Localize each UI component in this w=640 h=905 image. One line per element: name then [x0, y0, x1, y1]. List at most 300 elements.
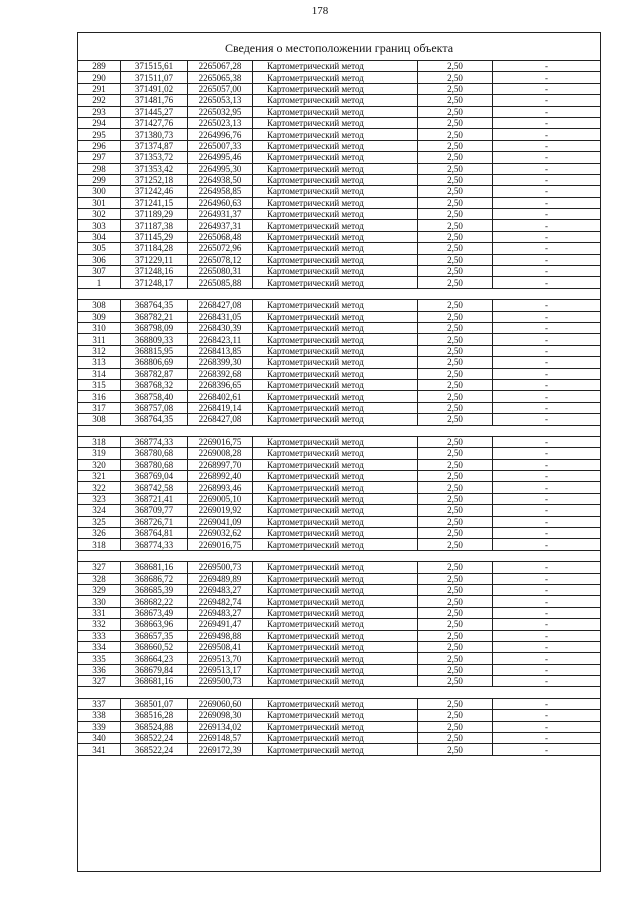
- y-coordinate-cell: 2269148,57: [188, 733, 253, 744]
- method-cell: Картометрический метод: [253, 209, 418, 220]
- method-cell: Картометрический метод: [253, 414, 418, 425]
- x-coordinate-cell: 371353,72: [121, 152, 188, 163]
- point-number-cell: 306: [78, 254, 121, 265]
- y-coordinate-cell: 2265068,48: [188, 231, 253, 242]
- y-coordinate-cell: 2269500,73: [188, 562, 253, 573]
- coordinates-table: [77, 60, 601, 756]
- description-cell: -: [493, 174, 601, 185]
- accuracy-cell: 2,50: [418, 95, 493, 106]
- x-coordinate-cell: 368522,24: [121, 744, 188, 755]
- point-number-cell: 308: [78, 414, 121, 425]
- table-row: [78, 277, 601, 288]
- table-row: [78, 368, 601, 379]
- method-cell: Картометрический метод: [253, 482, 418, 493]
- description-cell: -: [493, 562, 601, 573]
- point-number-cell: 331: [78, 607, 121, 618]
- method-cell: Картометрический метод: [253, 471, 418, 482]
- table-row: [78, 493, 601, 504]
- accuracy-cell: 2,50: [418, 539, 493, 550]
- x-coordinate-cell: 371187,38: [121, 220, 188, 231]
- accuracy-cell: 2,50: [418, 391, 493, 402]
- point-number-cell: 297: [78, 152, 121, 163]
- table-row: [78, 676, 601, 687]
- method-cell: Картометрический метод: [253, 300, 418, 311]
- description-cell: -: [493, 698, 601, 709]
- separator-cell: [78, 288, 601, 299]
- point-number-cell: 341: [78, 744, 121, 755]
- method-cell: Картометрический метод: [253, 641, 418, 652]
- point-number-cell: 300: [78, 186, 121, 197]
- accuracy-cell: 2,50: [418, 106, 493, 117]
- x-coordinate-cell: 371145,29: [121, 231, 188, 242]
- y-coordinate-cell: 2265080,31: [188, 266, 253, 277]
- accuracy-cell: 2,50: [418, 619, 493, 630]
- point-number-cell: 311: [78, 334, 121, 345]
- point-number-cell: 320: [78, 459, 121, 470]
- description-cell: -: [493, 459, 601, 470]
- y-coordinate-cell: 2269489,89: [188, 573, 253, 584]
- accuracy-cell: 2,50: [418, 83, 493, 94]
- accuracy-cell: 2,50: [418, 414, 493, 425]
- table-row: [78, 744, 601, 755]
- y-coordinate-cell: 2269498,88: [188, 630, 253, 641]
- description-cell: -: [493, 448, 601, 459]
- accuracy-cell: 2,50: [418, 698, 493, 709]
- x-coordinate-cell: 368726,71: [121, 516, 188, 527]
- method-cell: Картометрический метод: [253, 117, 418, 128]
- y-coordinate-cell: 2268402,61: [188, 391, 253, 402]
- table-row: [78, 698, 601, 709]
- accuracy-cell: 2,50: [418, 357, 493, 368]
- description-cell: -: [493, 186, 601, 197]
- y-coordinate-cell: 2269483,27: [188, 607, 253, 618]
- method-cell: Картометрический метод: [253, 539, 418, 550]
- description-cell: -: [493, 493, 601, 504]
- accuracy-cell: 2,50: [418, 163, 493, 174]
- description-cell: -: [493, 72, 601, 83]
- description-cell: -: [493, 243, 601, 254]
- accuracy-cell: 2,50: [418, 653, 493, 664]
- accuracy-cell: 2,50: [418, 266, 493, 277]
- description-cell: -: [493, 505, 601, 516]
- group-separator-row: [78, 550, 601, 561]
- x-coordinate-cell: 371427,76: [121, 117, 188, 128]
- table-row: [78, 300, 601, 311]
- method-cell: Картометрический метод: [253, 459, 418, 470]
- description-cell: -: [493, 528, 601, 539]
- description-cell: -: [493, 152, 601, 163]
- description-cell: -: [493, 414, 601, 425]
- y-coordinate-cell: 2265072,96: [188, 243, 253, 254]
- point-number-cell: 327: [78, 562, 121, 573]
- table-row: [78, 482, 601, 493]
- page-number: 178: [311, 5, 329, 17]
- table-row: [78, 140, 601, 151]
- y-coordinate-cell: 2264958,85: [188, 186, 253, 197]
- table-row: [78, 311, 601, 322]
- y-coordinate-cell: 2265053,13: [188, 95, 253, 106]
- accuracy-cell: 2,50: [418, 584, 493, 595]
- x-coordinate-cell: 371248,16: [121, 266, 188, 277]
- x-coordinate-cell: 371252,18: [121, 174, 188, 185]
- description-cell: -: [493, 357, 601, 368]
- x-coordinate-cell: 368686,72: [121, 573, 188, 584]
- y-coordinate-cell: 2269172,39: [188, 744, 253, 755]
- point-number-cell: 310: [78, 322, 121, 333]
- accuracy-cell: 2,50: [418, 61, 493, 72]
- table-row: [78, 266, 601, 277]
- method-cell: Картометрический метод: [253, 334, 418, 345]
- table-row: [78, 619, 601, 630]
- accuracy-cell: 2,50: [418, 231, 493, 242]
- method-cell: Картометрический метод: [253, 95, 418, 106]
- y-coordinate-cell: 2264937,31: [188, 220, 253, 231]
- y-coordinate-cell: 2269019,92: [188, 505, 253, 516]
- description-cell: -: [493, 619, 601, 630]
- group-separator-row: [78, 425, 601, 436]
- table-row: [78, 584, 601, 595]
- method-cell: Картометрический метод: [253, 311, 418, 322]
- point-number-cell: 335: [78, 653, 121, 664]
- x-coordinate-cell: 371242,46: [121, 186, 188, 197]
- point-number-cell: 319: [78, 448, 121, 459]
- x-coordinate-cell: 368809,33: [121, 334, 188, 345]
- description-cell: -: [493, 391, 601, 402]
- x-coordinate-cell: 368681,16: [121, 562, 188, 573]
- description-cell: -: [493, 584, 601, 595]
- description-cell: -: [493, 721, 601, 732]
- accuracy-cell: 2,50: [418, 482, 493, 493]
- description-cell: -: [493, 653, 601, 664]
- table-row: [78, 391, 601, 402]
- table-row: [78, 72, 601, 83]
- point-number-cell: 302: [78, 209, 121, 220]
- table-row: [78, 197, 601, 208]
- y-coordinate-cell: 2269134,02: [188, 721, 253, 732]
- table-row: [78, 721, 601, 732]
- x-coordinate-cell: 368757,08: [121, 402, 188, 413]
- description-cell: -: [493, 311, 601, 322]
- point-number-cell: 328: [78, 573, 121, 584]
- point-number-cell: 295: [78, 129, 121, 140]
- accuracy-cell: 2,50: [418, 277, 493, 288]
- x-coordinate-cell: 371515,61: [121, 61, 188, 72]
- method-cell: Картометрический метод: [253, 584, 418, 595]
- y-coordinate-cell: 2264960,63: [188, 197, 253, 208]
- table-row: [78, 163, 601, 174]
- description-cell: -: [493, 368, 601, 379]
- table-row: [78, 117, 601, 128]
- x-coordinate-cell: 371229,11: [121, 254, 188, 265]
- description-cell: -: [493, 277, 601, 288]
- group-separator-row: [78, 288, 601, 299]
- table-row: [78, 231, 601, 242]
- accuracy-cell: 2,50: [418, 311, 493, 322]
- separator-cell: [78, 687, 601, 698]
- table-row: [78, 334, 601, 345]
- description-cell: -: [493, 106, 601, 117]
- accuracy-cell: 2,50: [418, 505, 493, 516]
- point-number-cell: 315: [78, 379, 121, 390]
- separator-cell: [78, 425, 601, 436]
- description-cell: -: [493, 83, 601, 94]
- point-number-cell: 329: [78, 584, 121, 595]
- point-number-cell: 1: [78, 277, 121, 288]
- separator-cell: [78, 550, 601, 561]
- y-coordinate-cell: 2268992,40: [188, 471, 253, 482]
- method-cell: Картометрический метод: [253, 562, 418, 573]
- method-cell: Картометрический метод: [253, 733, 418, 744]
- point-number-cell: 336: [78, 664, 121, 675]
- method-cell: Картометрический метод: [253, 243, 418, 254]
- x-coordinate-cell: 368524,88: [121, 721, 188, 732]
- description-cell: -: [493, 197, 601, 208]
- y-coordinate-cell: 2269032,62: [188, 528, 253, 539]
- x-coordinate-cell: 368782,87: [121, 368, 188, 379]
- table-row: [78, 95, 601, 106]
- description-cell: -: [493, 345, 601, 356]
- description-cell: -: [493, 334, 601, 345]
- accuracy-cell: 2,50: [418, 72, 493, 83]
- x-coordinate-cell: 368782,21: [121, 311, 188, 322]
- accuracy-cell: 2,50: [418, 607, 493, 618]
- x-coordinate-cell: 368774,33: [121, 436, 188, 447]
- x-coordinate-cell: 368709,77: [121, 505, 188, 516]
- description-cell: -: [493, 322, 601, 333]
- description-cell: -: [493, 129, 601, 140]
- x-coordinate-cell: 368673,49: [121, 607, 188, 618]
- method-cell: Картометрический метод: [253, 83, 418, 94]
- point-number-cell: 299: [78, 174, 121, 185]
- table-row: [78, 505, 601, 516]
- point-number-cell: 318: [78, 436, 121, 447]
- y-coordinate-cell: 2268396,65: [188, 379, 253, 390]
- x-coordinate-cell: 371491,02: [121, 83, 188, 94]
- point-number-cell: 303: [78, 220, 121, 231]
- method-cell: Картометрический метод: [253, 710, 418, 721]
- point-number-cell: 305: [78, 243, 121, 254]
- x-coordinate-cell: 368758,40: [121, 391, 188, 402]
- x-coordinate-cell: 368764,35: [121, 300, 188, 311]
- y-coordinate-cell: 2264995,46: [188, 152, 253, 163]
- method-cell: Картометрический метод: [253, 129, 418, 140]
- method-cell: Картометрический метод: [253, 721, 418, 732]
- description-cell: -: [493, 539, 601, 550]
- accuracy-cell: 2,50: [418, 710, 493, 721]
- table-row: [78, 448, 601, 459]
- y-coordinate-cell: 2265007,33: [188, 140, 253, 151]
- y-coordinate-cell: 2265078,12: [188, 254, 253, 265]
- x-coordinate-cell: 368721,41: [121, 493, 188, 504]
- table-row: [78, 641, 601, 652]
- accuracy-cell: 2,50: [418, 516, 493, 527]
- table-row: [78, 254, 601, 265]
- description-cell: -: [493, 300, 601, 311]
- y-coordinate-cell: 2268997,70: [188, 459, 253, 470]
- accuracy-cell: 2,50: [418, 676, 493, 687]
- method-cell: Картометрический метод: [253, 391, 418, 402]
- point-number-cell: 294: [78, 117, 121, 128]
- method-cell: Картометрический метод: [253, 186, 418, 197]
- table-row: [78, 209, 601, 220]
- x-coordinate-cell: 368679,84: [121, 664, 188, 675]
- point-number-cell: 312: [78, 345, 121, 356]
- x-coordinate-cell: 368501,07: [121, 698, 188, 709]
- x-coordinate-cell: 368768,32: [121, 379, 188, 390]
- y-coordinate-cell: 2268427,08: [188, 414, 253, 425]
- method-cell: Картометрический метод: [253, 664, 418, 675]
- x-coordinate-cell: 371353,42: [121, 163, 188, 174]
- method-cell: Картометрический метод: [253, 72, 418, 83]
- method-cell: Картометрический метод: [253, 254, 418, 265]
- method-cell: Картометрический метод: [253, 676, 418, 687]
- y-coordinate-cell: 2268392,68: [188, 368, 253, 379]
- x-coordinate-cell: 371380,73: [121, 129, 188, 140]
- x-coordinate-cell: 368516,28: [121, 710, 188, 721]
- accuracy-cell: 2,50: [418, 152, 493, 163]
- description-cell: -: [493, 676, 601, 687]
- table-row: [78, 220, 601, 231]
- description-cell: -: [493, 607, 601, 618]
- table-row: [78, 459, 601, 470]
- y-coordinate-cell: 2264995,30: [188, 163, 253, 174]
- point-number-cell: 333: [78, 630, 121, 641]
- x-coordinate-cell: 368774,33: [121, 539, 188, 550]
- y-coordinate-cell: 2265057,00: [188, 83, 253, 94]
- accuracy-cell: 2,50: [418, 471, 493, 482]
- x-coordinate-cell: 371189,29: [121, 209, 188, 220]
- accuracy-cell: 2,50: [418, 641, 493, 652]
- accuracy-cell: 2,50: [418, 174, 493, 185]
- table-row: [78, 83, 601, 94]
- accuracy-cell: 2,50: [418, 322, 493, 333]
- x-coordinate-cell: 371374,87: [121, 140, 188, 151]
- table-row: [78, 596, 601, 607]
- x-coordinate-cell: 368682,22: [121, 596, 188, 607]
- table-row: [78, 471, 601, 482]
- accuracy-cell: 2,50: [418, 345, 493, 356]
- x-coordinate-cell: 368780,68: [121, 448, 188, 459]
- method-cell: Картометрический метод: [253, 322, 418, 333]
- table-row: [78, 653, 601, 664]
- description-cell: -: [493, 573, 601, 584]
- x-coordinate-cell: 368657,35: [121, 630, 188, 641]
- point-number-cell: 289: [78, 61, 121, 72]
- point-number-cell: 304: [78, 231, 121, 242]
- description-cell: -: [493, 733, 601, 744]
- table-row: [78, 516, 601, 527]
- point-number-cell: 290: [78, 72, 121, 83]
- description-cell: -: [493, 630, 601, 641]
- table-row: [78, 562, 601, 573]
- method-cell: Картометрический метод: [253, 402, 418, 413]
- y-coordinate-cell: 2268430,39: [188, 322, 253, 333]
- x-coordinate-cell: 368764,35: [121, 414, 188, 425]
- point-number-cell: 325: [78, 516, 121, 527]
- accuracy-cell: 2,50: [418, 254, 493, 265]
- point-number-cell: 332: [78, 619, 121, 630]
- y-coordinate-cell: 2269483,27: [188, 584, 253, 595]
- point-number-cell: 292: [78, 95, 121, 106]
- method-cell: Картометрический метод: [253, 368, 418, 379]
- point-number-cell: 327: [78, 676, 121, 687]
- method-cell: Картометрический метод: [253, 698, 418, 709]
- point-number-cell: 298: [78, 163, 121, 174]
- table-row: [78, 607, 601, 618]
- description-cell: -: [493, 516, 601, 527]
- y-coordinate-cell: 2269513,17: [188, 664, 253, 675]
- table-row: [78, 129, 601, 140]
- description-cell: -: [493, 254, 601, 265]
- accuracy-cell: 2,50: [418, 243, 493, 254]
- point-number-cell: 313: [78, 357, 121, 368]
- x-coordinate-cell: 368798,09: [121, 322, 188, 333]
- method-cell: Картометрический метод: [253, 231, 418, 242]
- method-cell: Картометрический метод: [253, 573, 418, 584]
- y-coordinate-cell: 2264931,37: [188, 209, 253, 220]
- point-number-cell: 337: [78, 698, 121, 709]
- description-cell: -: [493, 482, 601, 493]
- table-row: [78, 710, 601, 721]
- accuracy-cell: 2,50: [418, 596, 493, 607]
- table-row: [78, 664, 601, 675]
- x-coordinate-cell: 368522,24: [121, 733, 188, 744]
- table-row: [78, 322, 601, 333]
- y-coordinate-cell: 2269041,09: [188, 516, 253, 527]
- method-cell: Картометрический метод: [253, 630, 418, 641]
- y-coordinate-cell: 2269482,74: [188, 596, 253, 607]
- x-coordinate-cell: 368742,58: [121, 482, 188, 493]
- y-coordinate-cell: 2265065,38: [188, 72, 253, 83]
- accuracy-cell: 2,50: [418, 140, 493, 151]
- y-coordinate-cell: 2269513,70: [188, 653, 253, 664]
- method-cell: Картометрический метод: [253, 152, 418, 163]
- description-cell: -: [493, 402, 601, 413]
- description-cell: -: [493, 140, 601, 151]
- accuracy-cell: 2,50: [418, 744, 493, 755]
- accuracy-cell: 2,50: [418, 334, 493, 345]
- accuracy-cell: 2,50: [418, 117, 493, 128]
- accuracy-cell: 2,50: [418, 186, 493, 197]
- table-row: [78, 402, 601, 413]
- method-cell: Картометрический метод: [253, 345, 418, 356]
- accuracy-cell: 2,50: [418, 562, 493, 573]
- table-row: [78, 528, 601, 539]
- accuracy-cell: 2,50: [418, 129, 493, 140]
- point-number-cell: 291: [78, 83, 121, 94]
- method-cell: Картометрический метод: [253, 619, 418, 630]
- y-coordinate-cell: 2268427,08: [188, 300, 253, 311]
- x-coordinate-cell: 371511,07: [121, 72, 188, 83]
- description-cell: -: [493, 471, 601, 482]
- accuracy-cell: 2,50: [418, 630, 493, 641]
- method-cell: Картометрический метод: [253, 436, 418, 447]
- point-number-cell: 308: [78, 300, 121, 311]
- table-row: [78, 573, 601, 584]
- method-cell: Картометрический метод: [253, 140, 418, 151]
- description-cell: -: [493, 220, 601, 231]
- accuracy-cell: 2,50: [418, 220, 493, 231]
- description-cell: -: [493, 209, 601, 220]
- x-coordinate-cell: 368685,39: [121, 584, 188, 595]
- accuracy-cell: 2,50: [418, 197, 493, 208]
- y-coordinate-cell: 2269060,60: [188, 698, 253, 709]
- description-cell: -: [493, 664, 601, 675]
- point-number-cell: 338: [78, 710, 121, 721]
- y-coordinate-cell: 2268419,14: [188, 402, 253, 413]
- y-coordinate-cell: 2269005,10: [188, 493, 253, 504]
- description-cell: -: [493, 95, 601, 106]
